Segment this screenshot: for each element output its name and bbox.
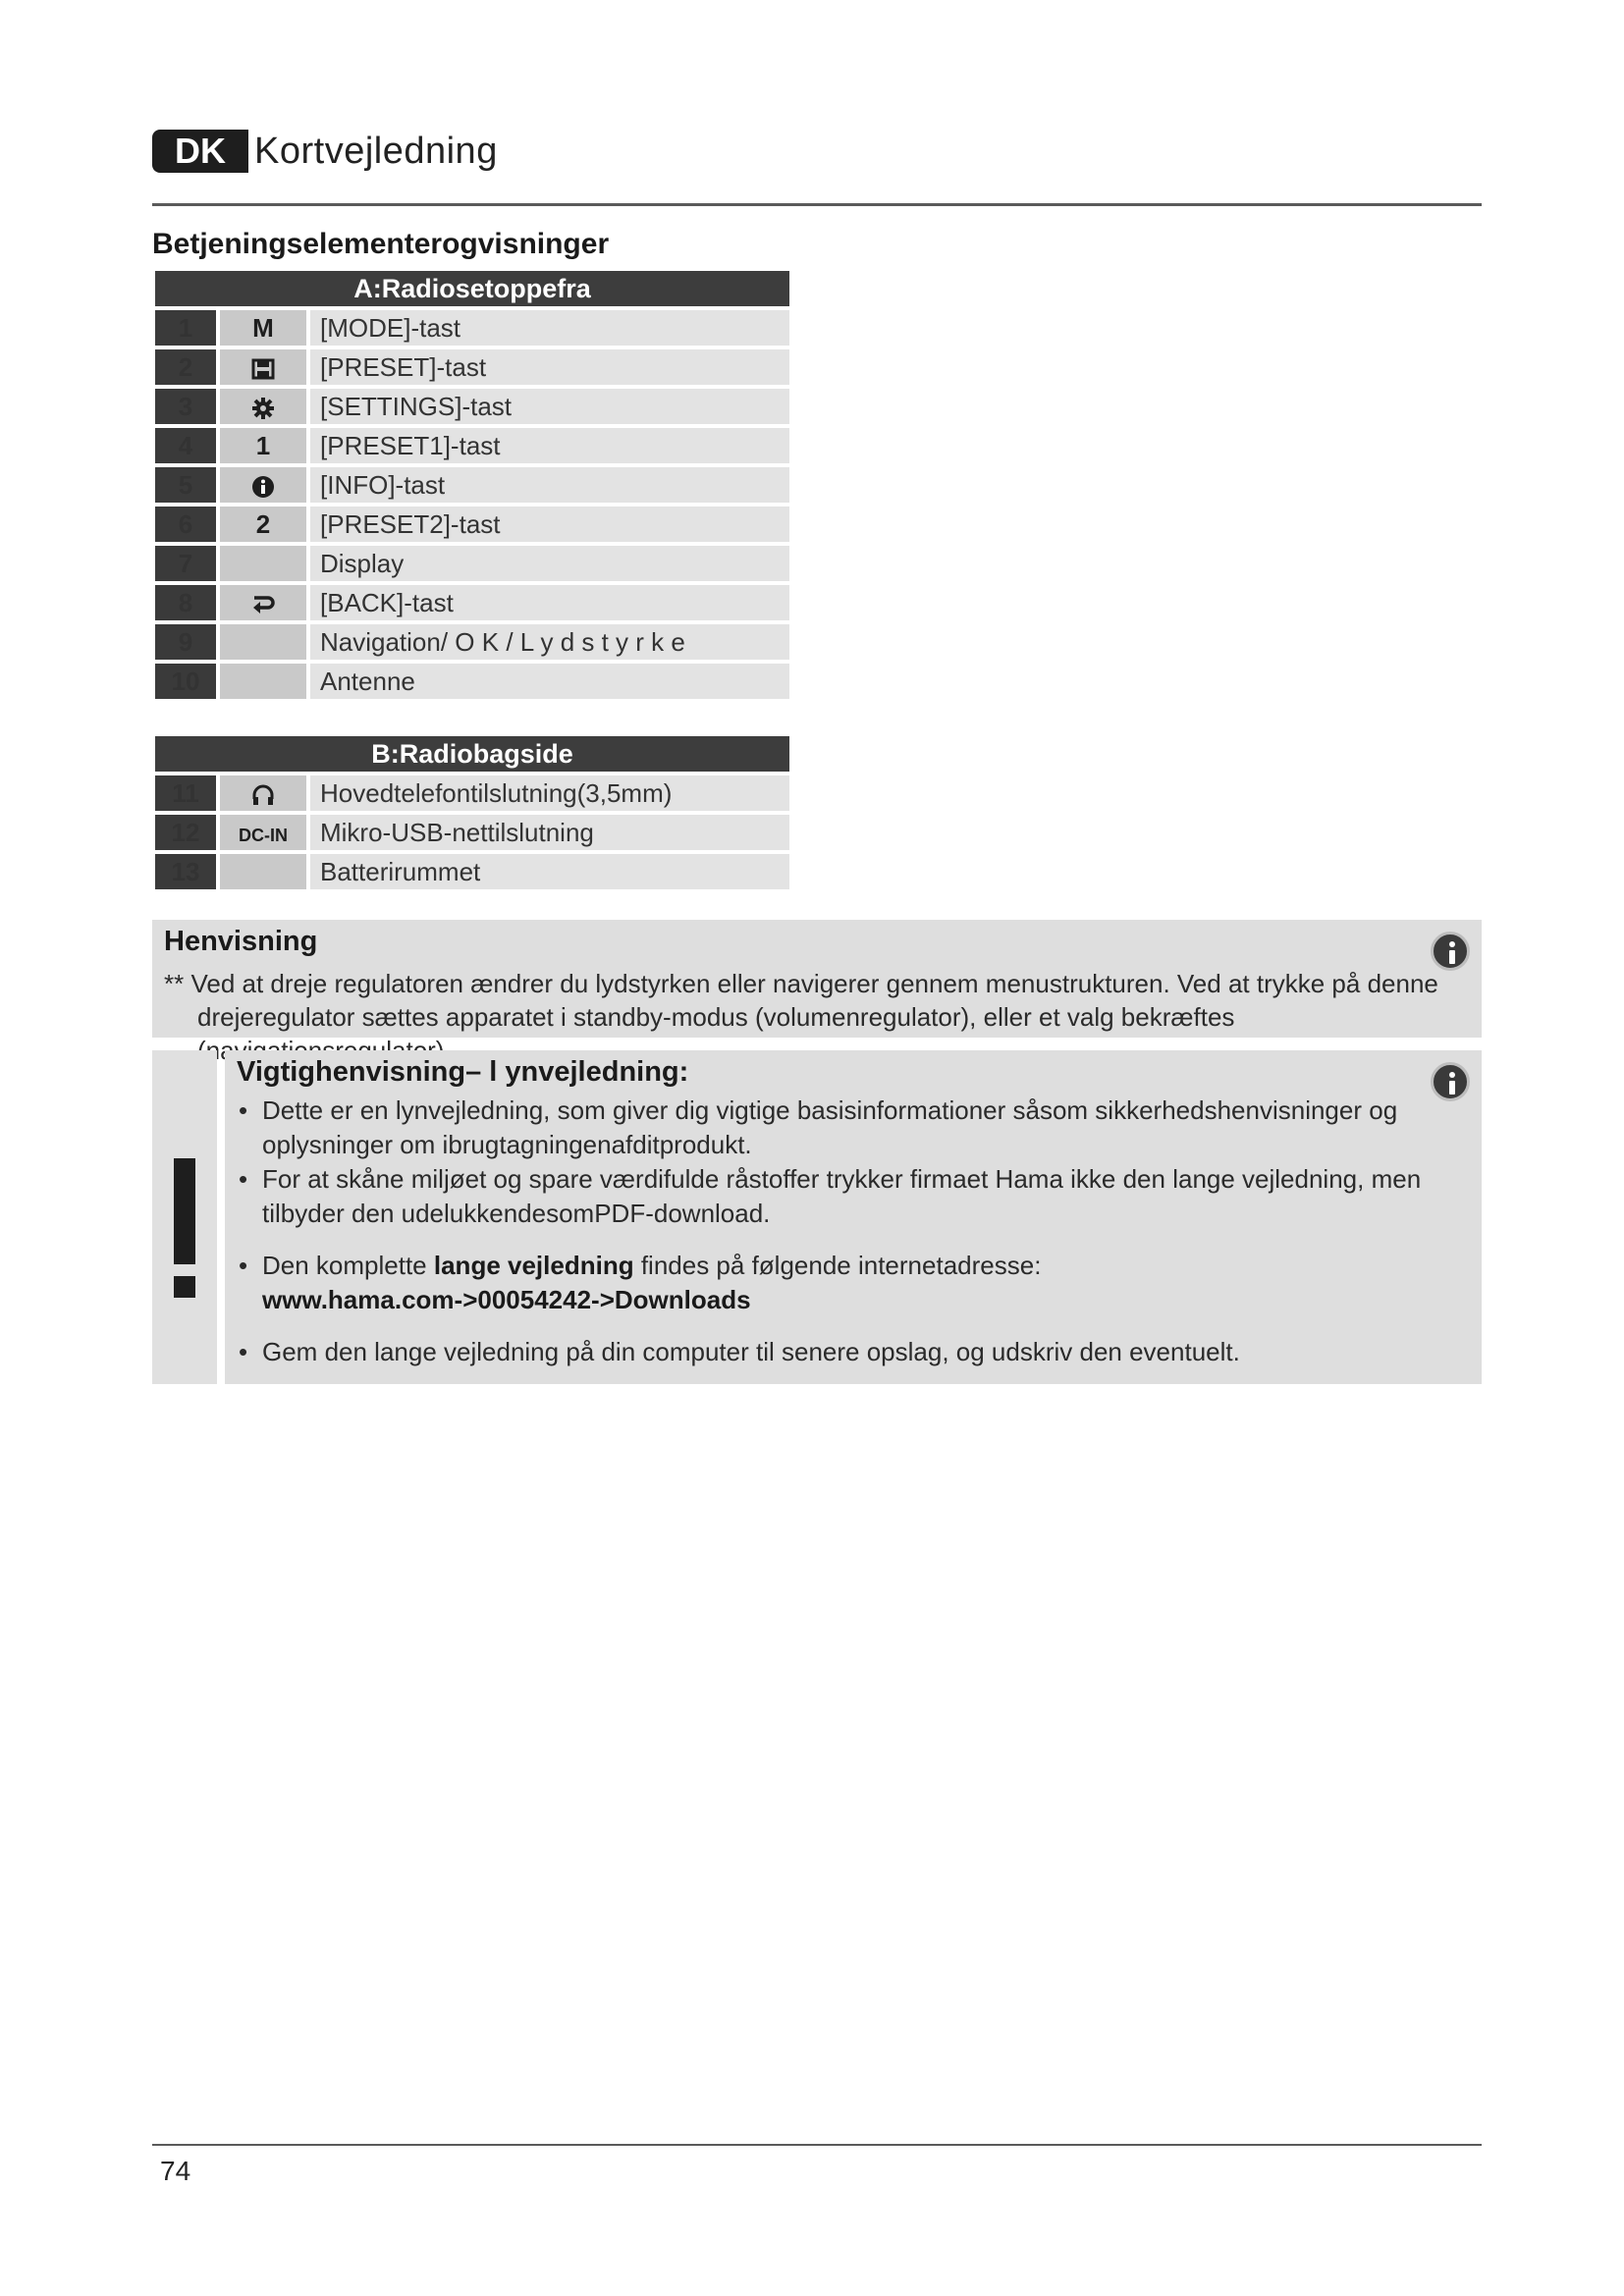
row-label: [PRESET]-tast — [306, 349, 789, 385]
row-label: [SETTINGS]-tast — [306, 389, 789, 424]
download-url: www.hama.com->00054242->Downloads — [262, 1285, 751, 1314]
table-a — [155, 267, 789, 703]
exclamation-dot — [174, 1276, 195, 1298]
empty-icon-cell — [216, 854, 306, 889]
empty-icon-cell — [216, 624, 306, 660]
page-header — [152, 128, 498, 175]
exclamation-icon — [174, 1158, 195, 1264]
table-row — [155, 585, 789, 620]
note-text: ** Ved at dreje regulatoren ændrer du lydstyrken eller navigerer gennem menustrukturen. Ved at trykke på denne drejeregulator sættes apparatet i standby-modus (volumenregulator), eller et valg bekræftes — [164, 969, 1438, 1032]
row-number: 2 — [155, 349, 216, 385]
info-icon — [216, 467, 306, 503]
page-title: Kortvejledning — [254, 130, 498, 172]
row-number: 10 — [155, 664, 216, 699]
row-label: Display — [306, 546, 789, 581]
note-box — [152, 920, 1482, 1038]
row-number: 11 — [155, 775, 216, 811]
section-title: Betjeningselementerogvisninger — [152, 228, 610, 260]
dc-in-icon: DC-IN — [216, 815, 306, 850]
gear-icon — [216, 389, 306, 424]
warning-title: Vigtighenvisning– l ynvejledning: — [237, 1056, 689, 1088]
row-number: 9 — [155, 624, 216, 660]
headphones-icon — [216, 775, 306, 811]
table-row — [155, 467, 789, 503]
table-row — [155, 624, 789, 660]
row-label: Hovedtelefontilslutning(3,5mm) — [306, 775, 789, 811]
table-a-title: A:Radiosetoppefra — [155, 271, 789, 306]
language-badge: DK — [152, 130, 248, 173]
footer-rule — [152, 2144, 1482, 2146]
row-label: [MODE]-tast — [306, 310, 789, 346]
table-row — [155, 546, 789, 581]
warning-sidebar — [152, 1050, 217, 1384]
row-number: 7 — [155, 546, 216, 581]
table-row — [155, 507, 789, 542]
table-row — [155, 854, 789, 889]
row-number: 8 — [155, 585, 216, 620]
row-label: Antenne — [306, 664, 789, 699]
table-row — [155, 428, 789, 463]
row-label: [PRESET1]-tast — [306, 428, 789, 463]
table-row — [155, 775, 789, 811]
table-b-title: B:Radiobagside — [155, 736, 789, 772]
table-row — [155, 389, 789, 424]
row-number: 13 — [155, 854, 216, 889]
row-number: 1 — [155, 310, 216, 346]
row-label: [BACK]-tast — [306, 585, 789, 620]
save-icon — [216, 349, 306, 385]
empty-icon-cell — [216, 546, 306, 581]
row-label: [PRESET2]-tast — [306, 507, 789, 542]
info-icon — [1431, 932, 1470, 971]
row-number: 5 — [155, 467, 216, 503]
preset-1-icon: 1 — [216, 428, 306, 463]
row-label: Mikro-USB-nettilslutning — [306, 815, 789, 850]
row-number: 4 — [155, 428, 216, 463]
row-label: [INFO]-tast — [306, 467, 789, 503]
list-item: • Dette er en lynvejledning, som giver dig vigtige basisinformationer såsom sikkerhedshenvisninger og oplysninger om ibrugtagningenafditprodukt. — [237, 1094, 1454, 1162]
table-row — [155, 664, 789, 699]
row-label: Navigation/ O K / L y d s t y r k e — [306, 624, 789, 660]
back-icon — [216, 585, 306, 620]
mode-icon: M — [216, 310, 306, 346]
warning-box — [225, 1050, 1482, 1384]
warning-list — [237, 1094, 1454, 1369]
table-row — [155, 349, 789, 385]
row-number: 12 — [155, 815, 216, 850]
row-number: 3 — [155, 389, 216, 424]
row-label: Batterirummet — [306, 854, 789, 889]
page-number: 74 — [160, 2156, 191, 2186]
note-title: Henvisning — [164, 926, 318, 957]
table-b — [155, 732, 789, 893]
empty-icon-cell — [216, 664, 306, 699]
table-row — [155, 310, 789, 346]
header-rule — [152, 203, 1482, 206]
list-item: • Gem den lange vejledning på din computer til senere opslag, og udskriv den eventuelt. — [237, 1335, 1454, 1369]
list-item: • Den komplette lange vejledning findes på følgende internetadresse: www.hama.com->00054242->Downloads — [237, 1249, 1454, 1317]
preset-2-icon: 2 — [216, 507, 306, 542]
row-number: 6 — [155, 507, 216, 542]
list-item: • For at skåne miljøet og spare værdifulde råstoffer trykker firmaet Hama ikke den lange vejledning, men tilbyder den udelukkendesomPDF-download. — [237, 1162, 1454, 1231]
table-row — [155, 815, 789, 850]
